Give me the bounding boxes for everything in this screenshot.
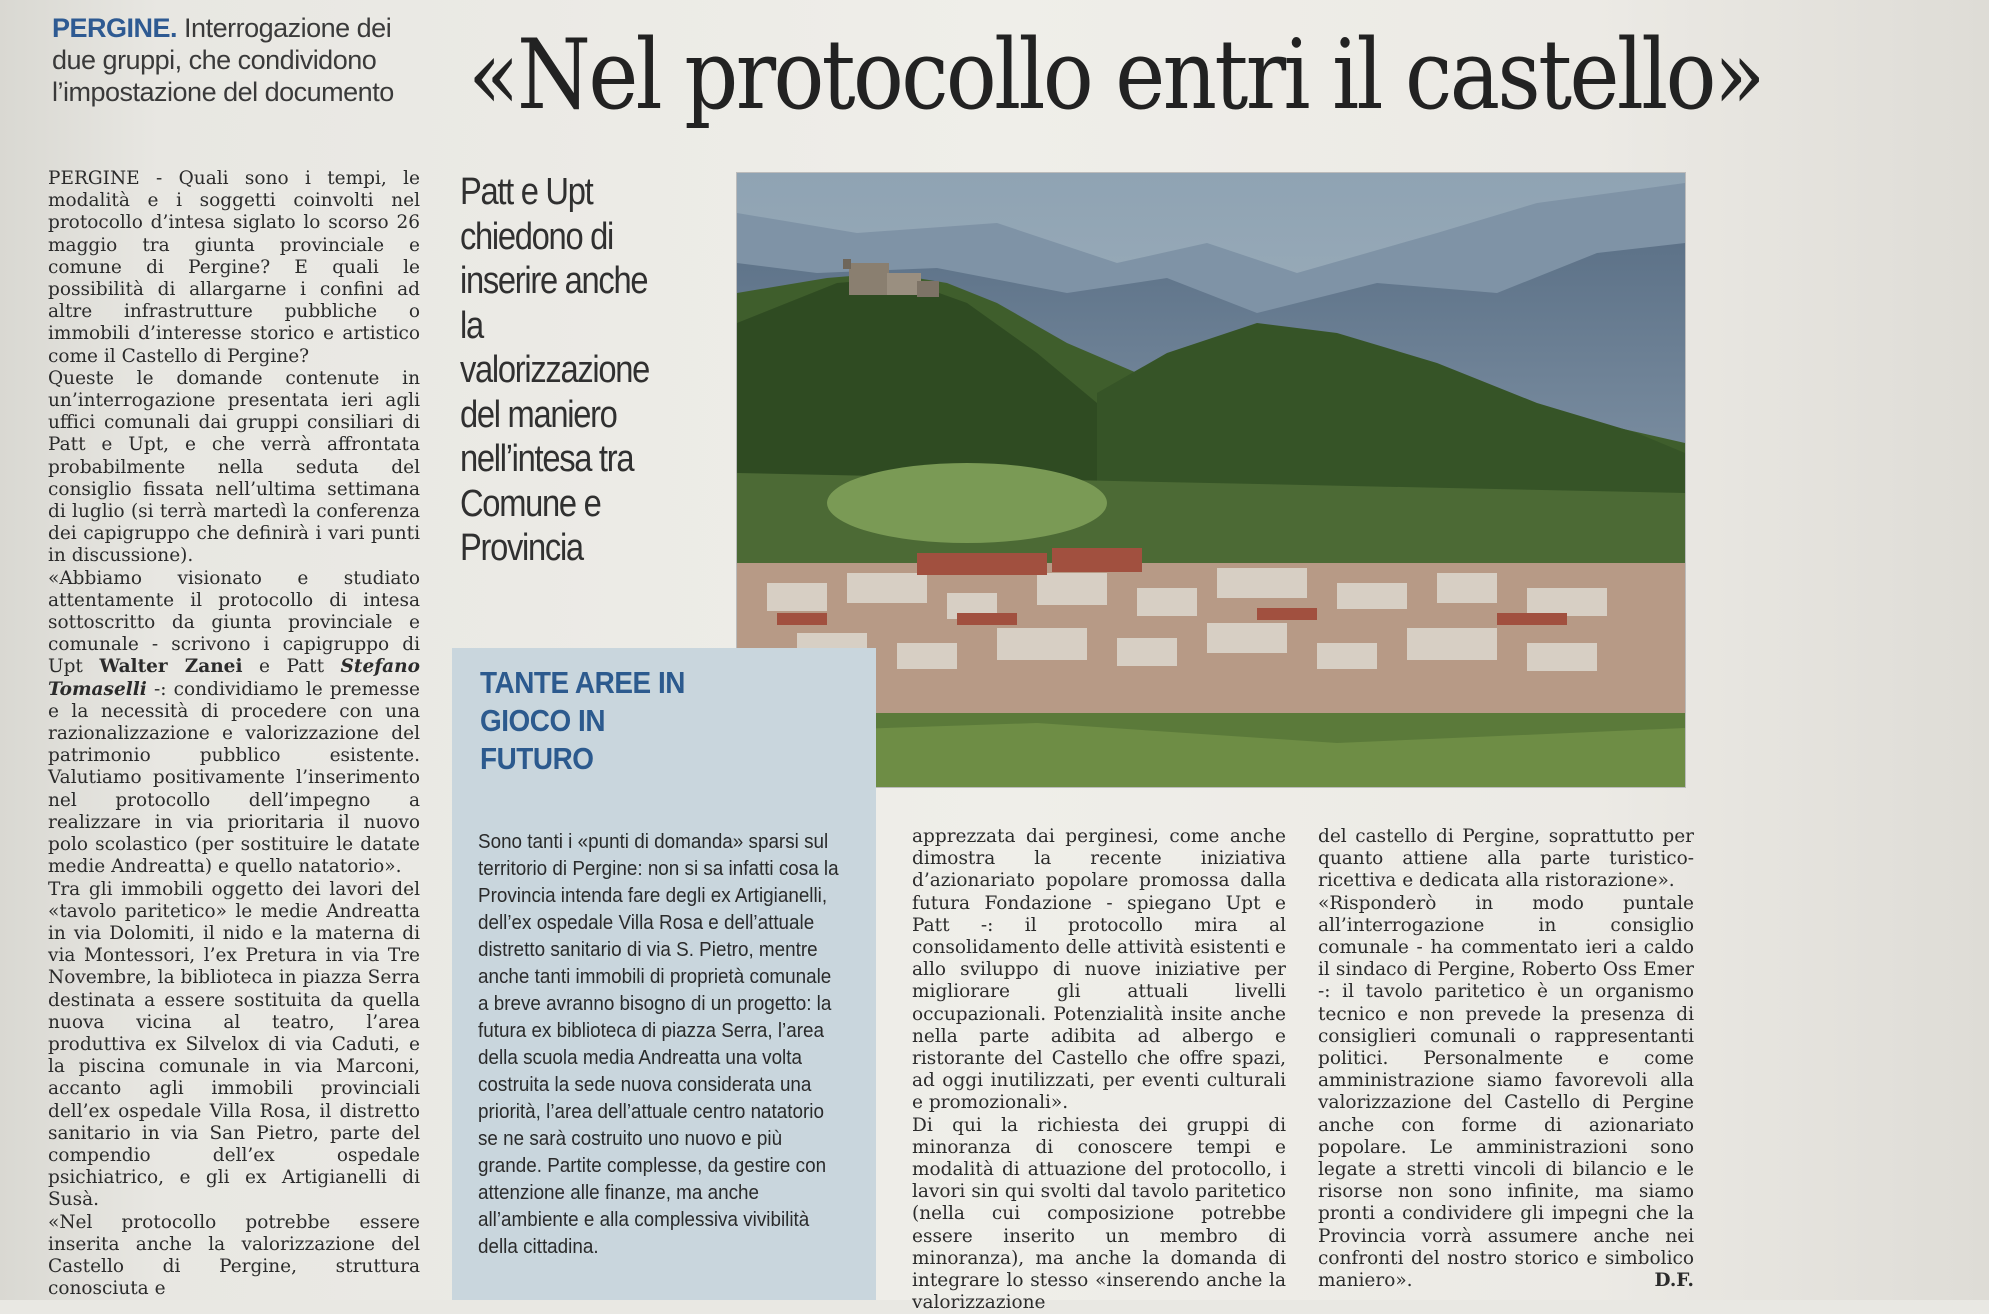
- paragraph: del castello di Pergine, soprattutto per quanto attiene alla parte turistico-ricettiva e dedicata alla ristorazione».: [1318, 826, 1694, 892]
- paragraph-text: «Risponderò in modo puntale all’interrogazione in consiglio comunale - ha commentato ieri a caldo il sindaco di Pergine, Roberto Oss Emer -: il tavolo paritetico è un organismo tecnico e non prevede la presenza di consiglieri comunali o rappresentanti politici. Personalmente e come amministrazione siamo favorevoli alla valorizzazione del Castello di Pergine anche con forme di azionariato popolare. Le amministrazioni sono legate a stretti vincoli di bilancio e le risorse non sono infinite, ma siamo pronti a condividere gli impegni che la Provincia vorrà assumere anche nei confronti del nostro storico e simbolico maniero».: [1318, 892, 1694, 1292]
- paragraph: Queste le domande contenute in un’interrogazione presentata ieri agli uffici comunali dai gruppi consiliari di Patt e Upt, e che verrà affrontata probabilmente nella seduta del consiglio fissata nell’ultima settimana di luglio (si terrà martedì la conferenza dei capigruppo che definirà i vari punti in discussione).: [48, 367, 420, 567]
- paragraph: apprezzata dai perginesi, come anche dimostra la recente iniziativa d’azionariato popolare promossa dalla futura Fondazione - spiegano Upt e Patt -: il protocollo mira al consolidamento delle attività esistenti e allo sviluppo di nuove iniziative per migliorare gli attuali livelli occupazionali. Potenzialità insite anche nella parte adibita ad albergo e ristorante del Castello che offre spazi, ad oggi inutilizzati, per eventi culturali e promozionali».: [912, 826, 1286, 1114]
- body-column-1: [48, 168, 420, 1300]
- sidebar-title: TANTE AREE IN GIOCO IN FUTURO: [480, 665, 685, 776]
- paragraph-text: «Abbiamo visionato e studiato attentamente il protocollo di intesa sottoscritto da giunta provinciale e comunale - scrivono i capigruppo di Upt: [48, 567, 420, 678]
- paragraph: PERGINE - Quali sono i tempi, le modalità e i soggetti coinvolti nel protocollo d’intesa siglato lo scorso 26 maggio tra giunta provinciale e comune di Pergine? E quali le possibilità di allargarne i confini ad altre infrastrutture pubbliche o immobili d’interesse storico e artistico come il Castello di Pergine?: [48, 168, 420, 367]
- paragraph-text: -: condividiamo le premesse e la necessità di procedere con una razionalizzazione e valorizzazione del patrimonio pubblico esistente. Valutiamo positivamente l’inserimento nel protocollo dell’impegno a realizzare in via prioritaria il nuovo polo scolastico (per sostituire le datate medie Andreatta) e quello natatorio».: [48, 678, 420, 878]
- paragraph-text: e Patt: [259, 656, 325, 678]
- castle-photo: [736, 172, 1686, 788]
- paragraph: Di qui la richiesta dei gruppi di minoranza di conoscere tempi e modalità di attuazione del protocollo, i lavori sin qui svolti dal tavolo paritetico (nella cui composizione potrebbe essere inserito un membro di minoranza), ma anche la domanda di integrare lo stesso «inserendo anche la valorizzazione: [912, 1114, 1286, 1314]
- person-name: Stefano Tomaselli: [48, 656, 420, 700]
- author-signature: D.F.: [1654, 1270, 1694, 1292]
- body-column-4: [1318, 826, 1694, 1300]
- body-column-3: [912, 826, 1286, 1314]
- headline: «Nel protocollo entri il castello»: [468, 19, 1763, 131]
- paragraph: [1318, 893, 1694, 1293]
- deck-subtitle: Patt e Upt chiedono di inserire anche la valorizzazione del maniero nell’intesa tra Comune e Provincia: [460, 171, 650, 569]
- paragraph: [48, 568, 420, 879]
- sidebar-text: Sono tanti i «punti di domanda» sparsi sul territorio di Pergine: non si sa infatti cosa la Provincia intenda fare degli ex Artigianelli, dell’ex ospedale Villa Rosa e dell’attuale distretto sanitario di via S. Pietro, mentre anche tanti immobili di proprietà comunale a breve avranno bisogno di un progetto: la futura ex biblioteca di piazza Serra, l’area della scuola media Andreatta una volta costruita la sede nuova considerata una priorità, l’area dell’attuale centro natatorio se ne sarà costruito uno nuovo e più grande. Partite complesse, da gestire con attenzione alle finanze, ma anche all’ambiente e alla complessiva vivibilità della cittadina.: [478, 830, 839, 1258]
- paragraph: «Nel protocollo potrebbe essere inserita anche la valorizzazione del Castello di Pergine, struttura conosciuta e: [48, 1211, 420, 1300]
- paragraph: Tra gli immobili oggetto dei lavori del «tavolo paritetico» le medie Andreatta in via Dolomiti, il nido e la materna di via Montessori, l’ex Pretura in via Tre Novembre, la biblioteca in piazza Serra destinata a essere sostituita da quella nuova vicina al teatro, l’area produttiva ex Silvelox di via Caduti, e la piscina comunale in via Marconi, accanto agli immobili provinciali dell’ex ospedale Villa Rosa, il distretto sanitario in via San Pietro, parte del compendio dell’ex ospedale psichiatrico, e gli ex Artigianelli di Susà.: [48, 878, 420, 1211]
- person-name: Walter Zanei: [99, 656, 243, 678]
- kicker-text: Interrogazione dei due gruppi, che condividono l’impostazione del documento: [52, 13, 394, 107]
- kicker-location: PERGINE.: [52, 13, 178, 43]
- kicker: [52, 12, 412, 108]
